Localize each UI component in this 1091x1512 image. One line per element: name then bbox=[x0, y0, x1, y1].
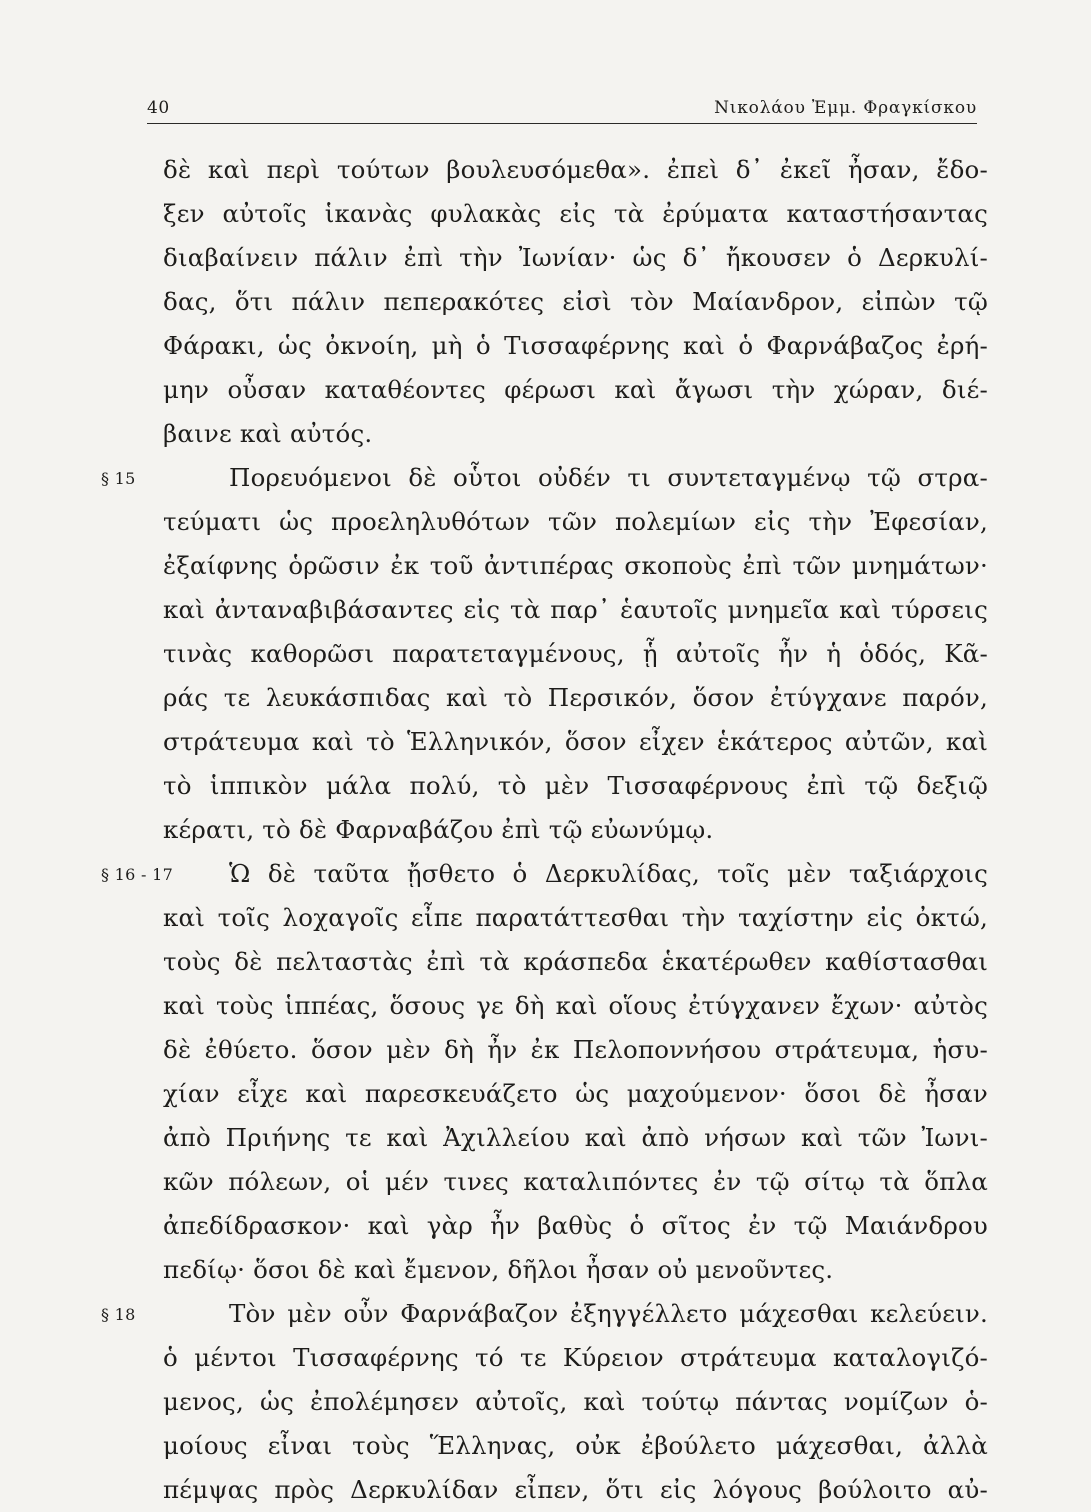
paragraph-section-15 bbox=[101, 456, 988, 852]
page-number: 40 bbox=[147, 98, 170, 118]
text-line: τὸ ἱππικὸν μάλα πολύ, τὸ μὲν Τισσαφέρνους ἐπὶ τῷ δεξιῷ bbox=[163, 771, 988, 800]
text-line: ἀπὸ Πριήνης τε καὶ Ἀχιλλείου καὶ ἀπὸ νήσων καὶ τῶν Ἰωνι- bbox=[163, 1123, 988, 1152]
text-line: τινὰς καθορῶσι παρατεταγμένους, ᾗ αὐτοῖς ἦν ἡ ὁδός, Κᾶ- bbox=[163, 639, 988, 668]
section-marker: § 16 - 17 bbox=[101, 865, 174, 884]
text-line: μενος, ὡς ἐπολέμησεν αὐτοῖς, καὶ τούτῳ πάντας νομίζων ὁ- bbox=[163, 1387, 988, 1416]
running-head: Νικολάου Ἐμμ. Φραγκίσκου bbox=[714, 98, 977, 118]
text-line bbox=[101, 1292, 988, 1336]
text-line: δὲ καὶ περὶ τούτων βουλευσόμεθα». ἐπεὶ δ᾿ ἐκεῖ ἦσαν, ἔδο- bbox=[163, 155, 988, 184]
text-line-content: Πορευόμενοι δὲ οὗτοι οὐδέν τι συντεταγμένῳ τῷ στρα- bbox=[229, 463, 988, 492]
paragraph-continuation bbox=[163, 148, 988, 456]
text-line: στράτευμα καὶ τὸ Ἑλληνικόν, ὅσον εἶχεν ἑκάτερος αὐτῶν, καὶ bbox=[163, 727, 988, 756]
header-rule bbox=[147, 123, 977, 124]
text-line: καὶ τοῖς λοχαγοῖς εἶπε παρατάττεσθαι τὴν ταχίστην εἰς ὀκτώ, bbox=[163, 903, 988, 932]
text-line: καὶ ἀνταναβιβάσαντες εἰς τὰ παρ᾿ ἑαυτοῖς μνημεῖα καὶ τύρσεις bbox=[163, 595, 988, 624]
section-marker: § 15 bbox=[101, 469, 136, 488]
text-line: δὲ ἐθύετο. ὅσον μὲν δὴ ἦν ἐκ Πελοποννήσου στράτευμα, ἡσυ- bbox=[163, 1035, 988, 1064]
text-line: διαβαίνειν πάλιν ἐπὶ τὴν Ἰωνίαν· ὡς δ᾿ ἤκουσεν ὁ Δερκυλί- bbox=[163, 243, 988, 272]
text-line: πέμψας πρὸς Δερκυλίδαν εἶπεν, ὅτι εἰς λόγους βούλοιτο αὐ- bbox=[163, 1475, 988, 1504]
text-line: ἐξαίφνης ὁρῶσιν ἐκ τοῦ ἀντιπέρας σκοποὺς ἐπὶ τῶν μνημάτων· bbox=[163, 551, 988, 580]
text-line: ράς τε λευκάσπιδας καὶ τὸ Περσικόν, ὅσον ἐτύγχανε παρόν, bbox=[163, 683, 988, 712]
text-line bbox=[101, 852, 988, 896]
paragraph-section-16-17 bbox=[101, 852, 988, 1292]
page-header bbox=[147, 96, 977, 126]
text-line: τοὺς δὲ πελταστὰς ἐπὶ τὰ κράσπεδα ἑκατέρωθεν καθίστασθαι bbox=[163, 947, 988, 976]
text-line: βαινε καὶ αὐτός. bbox=[163, 419, 373, 448]
text-line: τεύματι ὡς προεληλυθότων τῶν πολεμίων εἰς τὴν Ἐφεσίαν, bbox=[163, 507, 988, 536]
text-line: ὁ μέντοι Τισσαφέρνης τό τε Κύρειον στράτευμα καταλογιζό- bbox=[163, 1343, 988, 1372]
text-line-content: Τὸν μὲν οὖν Φαρνάβαζον ἐξηγγέλλετο μάχεσθαι κελεύειν. bbox=[229, 1299, 988, 1328]
text-line: ἀπεδίδρασκον· καὶ γὰρ ἦν βαθὺς ὁ σῖτος ἐν τῷ Μαιάνδρου bbox=[163, 1211, 988, 1240]
text-line: μοίους εἶναι τοὺς Ἕλληνας, οὐκ ἐβούλετο μάχεσθαι, ἀλλὰ bbox=[163, 1431, 988, 1460]
body-text bbox=[101, 148, 988, 1512]
text-line: πεδίῳ· ὅσοι δὲ καὶ ἔμενον, δῆλοι ἦσαν οὐ μενοῦντες. bbox=[163, 1255, 834, 1284]
text-line: δας, ὅτι πάλιν πεπερακότες εἰσὶ τὸν Μαίανδρον, εἰπὼν τῷ bbox=[163, 287, 988, 316]
text-line: κέρατι, τὸ δὲ Φαρναβάζου ἐπὶ τῷ εὐωνύμῳ. bbox=[163, 815, 714, 844]
text-line: χίαν εἶχε καὶ παρεσκευάζετο ὡς μαχούμενον· ὅσοι δὲ ἦσαν bbox=[163, 1079, 988, 1108]
text-line-content: Ὡ δὲ ταῦτα ᾔσθετο ὁ Δερκυλίδας, τοῖς μὲν ταξιάρχοις bbox=[229, 859, 988, 888]
text-line: ξεν αὐτοῖς ἱκανὰς φυλακὰς εἰς τὰ ἐρύματα καταστήσαντας bbox=[163, 199, 988, 228]
text-line bbox=[101, 456, 988, 500]
text-line: μην οὖσαν καταθέοντες φέρωσι καὶ ἄγωσι τὴν χώραν, διέ- bbox=[163, 375, 988, 404]
section-marker: § 18 bbox=[101, 1305, 136, 1324]
text-line: καὶ τοὺς ἱππέας, ὅσους γε δὴ καὶ οἵους ἐτύγχανεν ἔχων· αὐτὸς bbox=[163, 991, 988, 1020]
paragraph-section-18 bbox=[101, 1292, 988, 1512]
text-line: Φάρακι, ὡς ὀκνοίη, μὴ ὁ Τισσαφέρνης καὶ ὁ Φαρνάβαζος ἐρή- bbox=[163, 331, 988, 360]
text-line: κῶν πόλεων, οἱ μέν τινες καταλιπόντες ἐν τῷ σίτῳ τὰ ὅπλα bbox=[163, 1167, 988, 1196]
